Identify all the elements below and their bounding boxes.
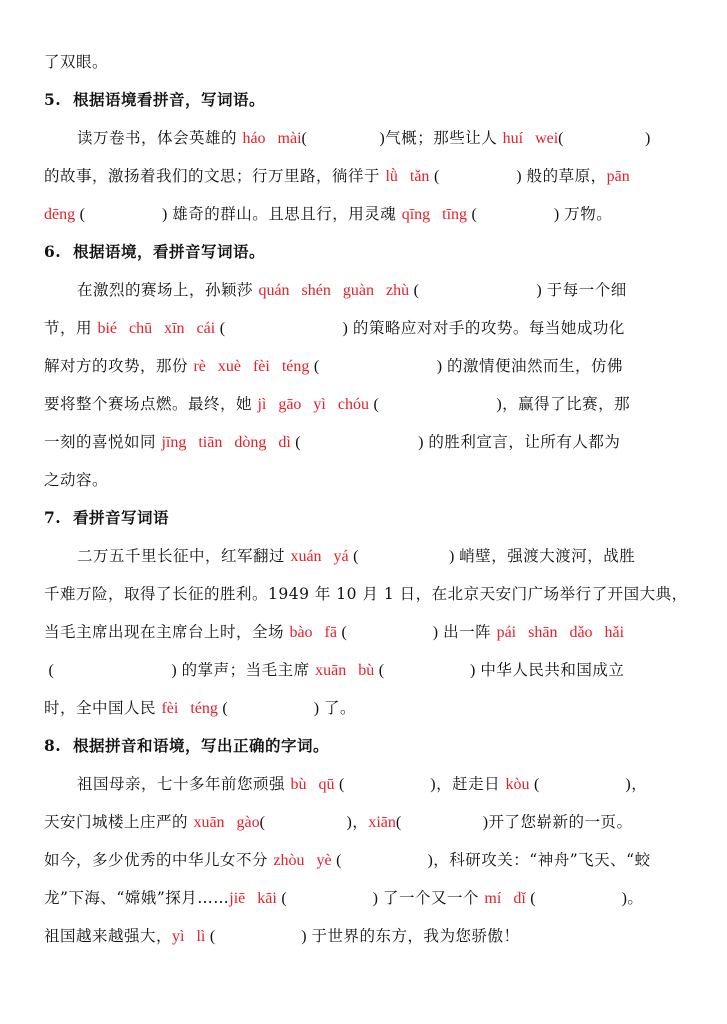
pinyin-prompt: jì gāo yì chóu [257, 396, 369, 413]
pinyin-prompt: pān [606, 168, 630, 185]
static-text: 中华人民共和国成立 [480, 661, 625, 679]
pinyin-prompt: xuán yá [290, 548, 349, 565]
answer-blank[interactable]: ( ) [368, 396, 503, 413]
pinyin-prompt: huí wei [502, 130, 559, 147]
text-line [44, 390, 683, 418]
static-text: 的策略应对对手的攻势。每当她成功化 [352, 319, 625, 337]
pinyin-prompt: jīng tiān dòng dì [161, 434, 291, 451]
static-text: 气概；那些让人 [385, 129, 503, 147]
static-text: 的故事，激扬着我们的文思；行万里路，徜徉于 [44, 167, 386, 185]
static-text: 的胜利宣言，让所有人都为 [428, 433, 621, 451]
static-text: 节，用 [44, 319, 98, 337]
static-text: 当毛主席出现在主席台上时，全场 [44, 623, 290, 641]
text-line [44, 466, 683, 494]
static-text: 6. 根据语境，看拼音写词语。 [44, 242, 265, 261]
text-line [77, 276, 683, 304]
static-text: 如今，多少优秀的中华儿女不分 [44, 851, 274, 869]
static-text: 了。 [324, 699, 357, 717]
text-line [44, 200, 683, 228]
text-line [44, 846, 683, 874]
static-text: 祖国母亲，七十多年前您顽强 [77, 775, 291, 793]
static-text: 祖国越来越强大， [44, 927, 173, 945]
static-text: 万物。 [564, 205, 613, 223]
static-text: 了一个又一个 [382, 889, 485, 907]
pinyin-prompt: bào fā [289, 624, 337, 641]
static-text: 在激烈的赛场上，孙颖莎 [77, 281, 259, 299]
pinyin-prompt: zhòu yè [273, 852, 332, 869]
static-text: 时，全中国人民 [44, 699, 162, 717]
static-text: 龙”下海、“嫦娥”探月…… [44, 889, 230, 907]
answer-blank[interactable]: ( ) [75, 206, 173, 223]
text-line [77, 542, 683, 570]
text-line [77, 124, 683, 152]
answer-blank[interactable]: ( ) [44, 662, 182, 679]
pinyin-prompt: quán shén guàn zhù [258, 282, 410, 299]
static-text: 般的草原， [526, 167, 607, 185]
answer-blank[interactable]: ( ) [467, 206, 565, 223]
static-text: 千难万险，取得了长征的胜利。1949 年 10 月 1 日，在北京天安门广场举行了开国大典， [44, 585, 688, 603]
text-line [44, 48, 683, 76]
pinyin-prompt: xuān bù [315, 662, 375, 679]
text-line [44, 580, 688, 608]
answer-blank[interactable]: ( ) [301, 130, 386, 147]
pinyin-prompt: bié chū xīn cái [97, 320, 216, 337]
text-line [44, 314, 683, 342]
section-heading [44, 238, 683, 266]
answer-blank[interactable]: ( ) [429, 168, 527, 185]
pinyin-prompt: dēng [44, 206, 76, 223]
text-line [44, 428, 683, 456]
pinyin-prompt: kòu [505, 776, 530, 793]
static-text: ，科研攻关：“神舟”飞天、“蛟 [433, 851, 651, 869]
pinyin-prompt: háo mài [242, 130, 302, 147]
static-text: 解对方的攻势，那份 [44, 357, 194, 375]
text-line [44, 922, 683, 950]
pinyin-prompt: lǜ tǎn [385, 168, 430, 185]
pinyin-prompt: yì lì [172, 928, 206, 945]
static-text: 于世界的东方，我为您骄傲！ [311, 927, 520, 945]
static-text: ，赶走日 [436, 775, 506, 793]
static-text: 的掌声；当毛主席 [181, 661, 316, 679]
pinyin-prompt: xuān gào [193, 814, 260, 831]
static-text: 的激情便油然而生，仿佛 [447, 357, 624, 375]
section-heading [44, 504, 683, 532]
static-text: ，赢得了比赛，那 [502, 395, 631, 413]
answer-blank[interactable]: ( ) [259, 814, 353, 831]
static-text: 出一阵 [443, 623, 497, 641]
pinyin-prompt: bù qū [290, 776, 335, 793]
text-line [44, 884, 683, 912]
static-text: 天安门城楼上庄严的 [44, 813, 194, 831]
answer-blank[interactable]: ( ) [276, 890, 383, 907]
static-text: 于每一个细 [546, 281, 627, 299]
answer-blank[interactable]: ( ) [334, 776, 437, 793]
static-text: 要将整个赛场点燃。最终，她 [44, 395, 258, 413]
static-text: 5. 根据语境看拼音，写词语。 [44, 90, 265, 109]
pinyin-prompt: fèi téng [161, 700, 218, 717]
answer-blank[interactable]: ( ) [336, 624, 444, 641]
static-text: ， [352, 813, 369, 831]
answer-blank[interactable]: ( ) [215, 320, 353, 337]
pinyin-prompt: jiē kāi [229, 890, 277, 907]
static-text: 开了您崭新的一页。 [488, 813, 633, 831]
pinyin-prompt: mí dǐ [484, 890, 526, 907]
answer-blank[interactable]: ( ) [374, 662, 481, 679]
text-line [44, 808, 683, 836]
text-line [44, 656, 683, 684]
section-heading [44, 86, 683, 114]
answer-blank[interactable]: ( ) [290, 434, 429, 451]
answer-blank[interactable]: ( ) [529, 776, 632, 793]
static-text: 。 [627, 889, 644, 907]
static-text: 雄奇的群山。且思且行，用灵魂 [172, 205, 402, 223]
pinyin-prompt: pái shān dǎo hǎi [496, 624, 625, 641]
answer-blank[interactable]: ( ) [558, 130, 651, 147]
static-text: 二万五千里长征中，红军翻过 [77, 547, 291, 565]
static-text: 一刻的喜悦如同 [44, 433, 162, 451]
static-text: 8. 根据拼音和语境，写出正确的字词。 [44, 736, 329, 755]
static-text: 了双眼。 [44, 53, 109, 71]
static-text: 读万卷书，体会英雄的 [77, 129, 243, 147]
text-line [44, 618, 683, 646]
answer-blank[interactable]: ( ) [395, 814, 489, 831]
static-text: 峭壁，强渡大渡河，战胜 [459, 547, 636, 565]
answer-blank[interactable]: ( ) [309, 358, 448, 375]
answer-blank[interactable]: ( ) [217, 700, 325, 717]
answer-blank[interactable]: ( ) [331, 852, 434, 869]
pinyin-prompt: qīng tīng [401, 206, 468, 223]
text-line [44, 162, 683, 190]
text-line [77, 770, 683, 798]
static-text: 7. 看拼音写词语 [44, 508, 169, 527]
static-text: 之动容。 [44, 471, 109, 489]
answer-blank[interactable]: ( ) [348, 548, 460, 565]
static-text: ， [631, 775, 648, 793]
text-line [44, 352, 683, 380]
pinyin-prompt: xiān [368, 814, 396, 831]
answer-blank[interactable]: ( ) [205, 928, 312, 945]
pinyin-prompt: rè xuè fèi téng [193, 358, 310, 375]
answer-blank[interactable]: ( ) [409, 282, 547, 299]
answer-blank[interactable]: ( ) [525, 890, 628, 907]
section-heading [44, 732, 683, 760]
text-line [44, 694, 683, 722]
